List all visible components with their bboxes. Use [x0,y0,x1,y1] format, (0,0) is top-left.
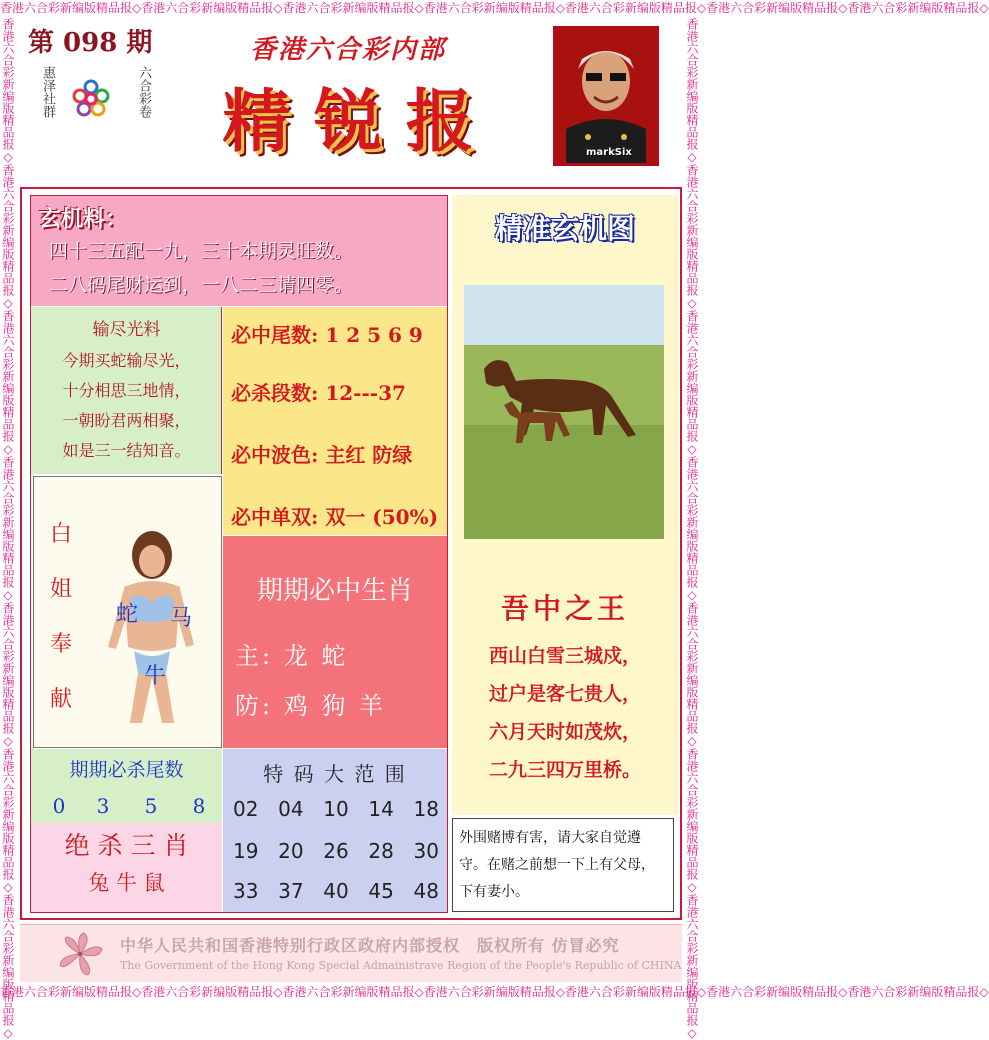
king-title: 吾中之王 [500,592,629,625]
shengxiao-title: 期期必中生肖 [256,575,413,606]
tema-number: 10 [323,797,349,821]
bauhinia-flower-icon [50,929,110,979]
tema-title: 特 码 大 范 围 [263,761,407,786]
shawei-section [31,749,222,823]
footer [20,924,682,982]
tema-number: 20 [278,839,304,863]
logo-left-text: 惠泽社群 [40,66,55,118]
header [18,16,682,186]
shuchen-line-1: 今期买蛇输尽光， [62,350,191,370]
shuchen-line-3: 一朝盼君两相聚， [62,410,191,430]
tema-number: 19 [233,839,259,863]
shuchen-title: 输尽光料 [92,319,161,340]
shawei-number-3: 5 [144,794,158,818]
gambling-notice: 外围赌博有害，请大家自觉遵守。在赌之前想一下上有父母，下有妻小。 [452,818,674,912]
shengxiao-main: 主: 龙 蛇 [235,642,349,670]
tema-number: 04 [278,797,304,821]
baijie-char-1: 白 [49,521,72,547]
top-border-text: 香港六合彩新编版精品报◇香港六合彩新编版精品报◇香港六合彩新编版精品报◇香港六合彩新编版精品报◇香港六合彩新编版精品报◇香港六合彩新编版精品报◇香港六合彩新编版精品报◇ [0,1,989,15]
shuchen-line-4: 如是三一结知音。 [62,440,191,460]
shawei-number-2: 3 [96,794,110,818]
sansha-title: 绝 杀 三 肖 [64,831,189,860]
tema-number: 30 [413,839,439,863]
shengxiao-section [223,536,447,748]
baijie-char-4: 献 [49,686,72,712]
king-line-1: 西山白雪三城戍， [488,644,641,667]
tema-number: 48 [413,879,439,903]
baijie-overlay-snake: 蛇 [115,601,138,627]
bottom-border-text: 香港六合彩新编版精品报◇香港六合彩新编版精品报◇香港六合彩新编版精品报◇香港六合彩新编版精品报◇香港六合彩新编版精品报◇香港六合彩新编版精品报◇香港六合彩新编版精品报◇ [0,985,989,999]
king-line-4: 二九三四万里桥。 [488,758,641,781]
bizhong-odd-even: 必中单双: 双一 (50%) [231,505,439,529]
footer-authority-text: 中华人民共和国香港特别行政区政府内部授权 版权所有 仿冒必究 [120,936,620,955]
tema-row-3 [233,873,439,909]
right-panel-title: 精准玄机图 [494,212,635,245]
tema-number: 33 [233,879,259,903]
shengxiao-guard: 防: 鸡 狗 羊 [235,692,386,720]
baijie-char-3: 奉 [49,631,72,657]
shuchen-section [31,307,222,474]
tema-row-1 [233,791,439,827]
baijie-overlay-horse: 马 [169,605,192,631]
footer-english-text: The Government of the Hong Kong Special Admainistrave Region of the People's Republic of CHINA [120,959,682,972]
lottery-logo [32,62,162,142]
sansha-section [31,823,222,912]
baijie-section [33,476,222,748]
xuanji-section [31,196,447,306]
tema-number: 45 [368,879,394,903]
xuanji-line-1: 四十三五配一九，三十本期灵旺数。 [49,240,354,262]
tema-number: 02 [233,797,259,821]
tema-number: 26 [323,839,349,863]
tema-number: 37 [278,879,304,903]
king-line-3: 六月天时如茂炊， [488,720,641,743]
shawei-number-4: 8 [192,794,206,818]
issue-number: 第 098 期 [28,28,153,58]
tema-row-2 [233,833,439,869]
xuanji-label: 玄机料： [39,206,128,232]
right-panel [452,195,678,815]
main-title: 精 锐 报 [222,81,474,162]
tema-number: 28 [368,839,394,863]
left-border-text: 香港六合彩新编版精品报◇香港六合彩新编版精品报◇香港六合彩新编版精品报◇香港六合彩新编版精品报◇香港六合彩新编版精品报◇香港六合彩新编版精品报◇香港六合彩新编版精品报◇ [1,18,15,1040]
tema-section [223,749,447,912]
tema-number: 14 [368,797,394,821]
xuanji-line-2: 二八码尾财运到，一八二三请四零。 [49,274,354,296]
logo-right-text: 六合彩卷 [136,66,151,118]
bizhong-kill-range: 必杀段数: 12---37 [231,381,406,405]
baijie-char-2: 姐 [49,576,72,602]
king-line-2: 过户是客七贵人， [488,682,641,705]
shuchen-line-2: 十分相思三地情， [62,380,191,400]
bizhong-wave-color: 必中波色: 主红 防绿 [231,443,413,467]
bizhong-section [223,307,447,535]
portrait-watermark: markSix [586,147,632,158]
tema-number: 40 [323,879,349,903]
tema-number: 18 [413,797,439,821]
right-border-text: 香港六合彩新编版精品报◇香港六合彩新编版精品报◇香港六合彩新编版精品报◇香港六合彩新编版精品报◇香港六合彩新编版精品报◇香港六合彩新编版精品报◇香港六合彩新编版精品报◇ [685,18,699,1040]
sansha-value: 兔 牛 鼠 [88,871,165,895]
horses-photo [464,285,664,539]
subtitle: 香港六合彩内部 [249,34,446,65]
bizhong-tail-numbers: 必中尾数: 1 2 5 6 9 [231,323,423,347]
lottery-balls-icon [70,78,112,120]
baijie-overlay-ox: 牛 [143,663,166,689]
portrait-photo [553,26,659,166]
shawei-number-1: 0 [52,794,66,818]
shawei-title: 期期必杀尾数 [69,758,184,781]
